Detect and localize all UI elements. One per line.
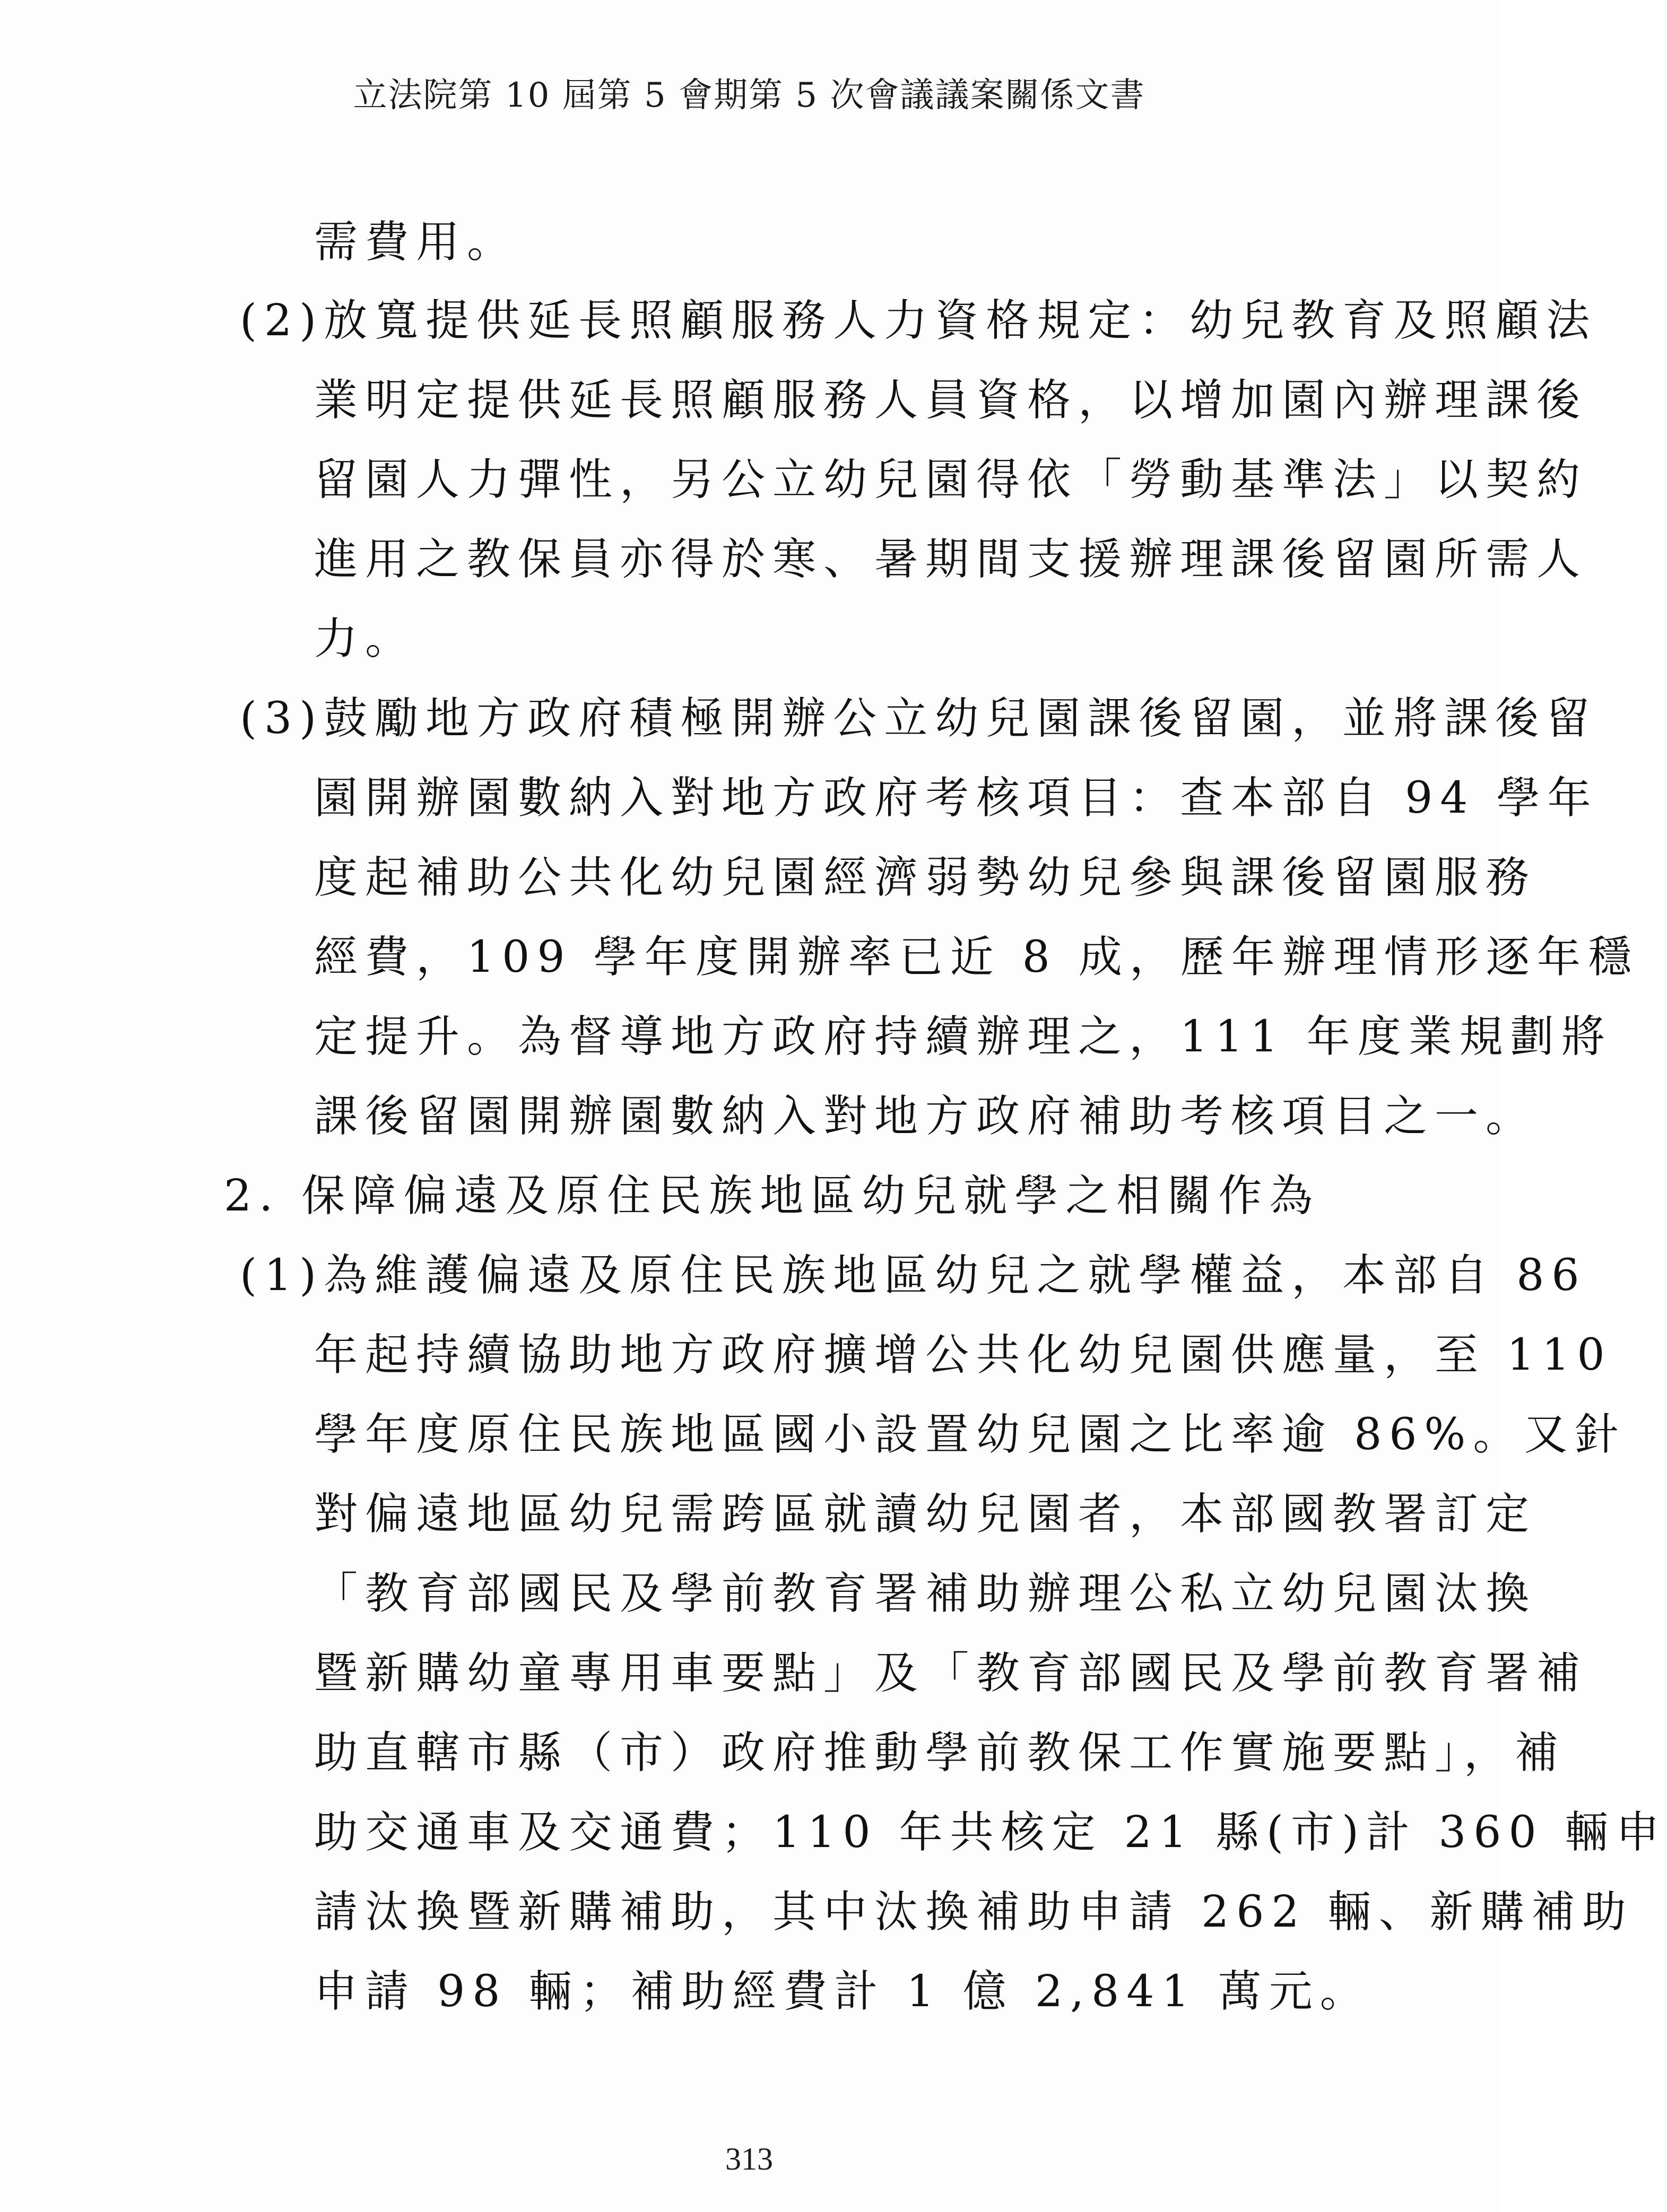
text-line: 助直轄市縣（市）政府推動學前教保工作實施要點」，補 [314, 1728, 1566, 1778]
text-line: (2)放寬提供延長照顧服務人力資格規定：幼兒教育及照顧法 [240, 295, 1597, 346]
text-line: 園開辦園數納入對地方政府考核項目：查本部自 94 學年 [314, 773, 1599, 823]
text-line: 「教育部國民及學前教育署補助辦理公私立幼兒園汰換 [314, 1569, 1537, 1619]
text-line: 經費，109 學年度開辦率已近 8 成，歷年辦理情形逐年穩 [314, 932, 1639, 982]
section-heading: 2. 保障偏遠及原住民族地區幼兒就學之相關作為 [224, 1171, 1321, 1221]
text-line: 年起持續協助地方政府擴增公共化幼兒園供應量，至 110 [314, 1330, 1612, 1380]
text-line: 請汰換暨新購補助，其中汰換補助申請 262 輛、新購補助 [314, 1887, 1634, 1937]
text-line: 度起補助公共化幼兒園經濟弱勢幼兒參與課後留園服務 [314, 852, 1537, 903]
text-line: 課後留園開辦園數納入對地方政府補助考核項目之一。 [314, 1091, 1537, 1142]
text-line: 暨新購幼童專用車要點」及「教育部國民及學前教育署補 [314, 1648, 1588, 1699]
text-line: 需費用。 [314, 217, 518, 267]
text-line: (3)鼓勵地方政府積極開辦公立幼兒園課後留園，並將課後留 [240, 693, 1597, 744]
text-line: 業明定提供延長照顧服務人員資格，以增加園內辦理課後 [314, 375, 1588, 425]
text-line: 助交通車及交通費；110 年共核定 21 縣(市)計 360 輛申 [314, 1807, 1667, 1858]
text-line: 申請 98 輛；補助經費計 1 億 2,841 萬元。 [314, 1966, 1371, 2017]
text-line: (1)為維護偏遠及原住民族地區幼兒之就學權益，本部自 86 [240, 1250, 1587, 1301]
text-line: 力。 [314, 614, 416, 664]
text-line: 留園人力彈性，另公立幼兒園得依「勞動基準法」以契約 [314, 455, 1588, 505]
text-line: 對偏遠地區幼兒需跨區就讀幼兒園者，本部國教署訂定 [314, 1489, 1537, 1539]
text-line: 定提升。為督導地方政府持續辦理之，111 年度業規劃將 [314, 1012, 1612, 1062]
page-header: 立法院第 10 屆第 5 會期第 5 次會議議案關係文書 [353, 76, 1145, 115]
text-line: 學年度原住民族地區國小設置幼兒園之比率逾 86%。又針 [314, 1409, 1626, 1460]
page-number: 313 [725, 2141, 773, 2176]
text-line: 進用之教保員亦得於寒、暑期間支援辦理課後留園所需人 [314, 534, 1588, 585]
